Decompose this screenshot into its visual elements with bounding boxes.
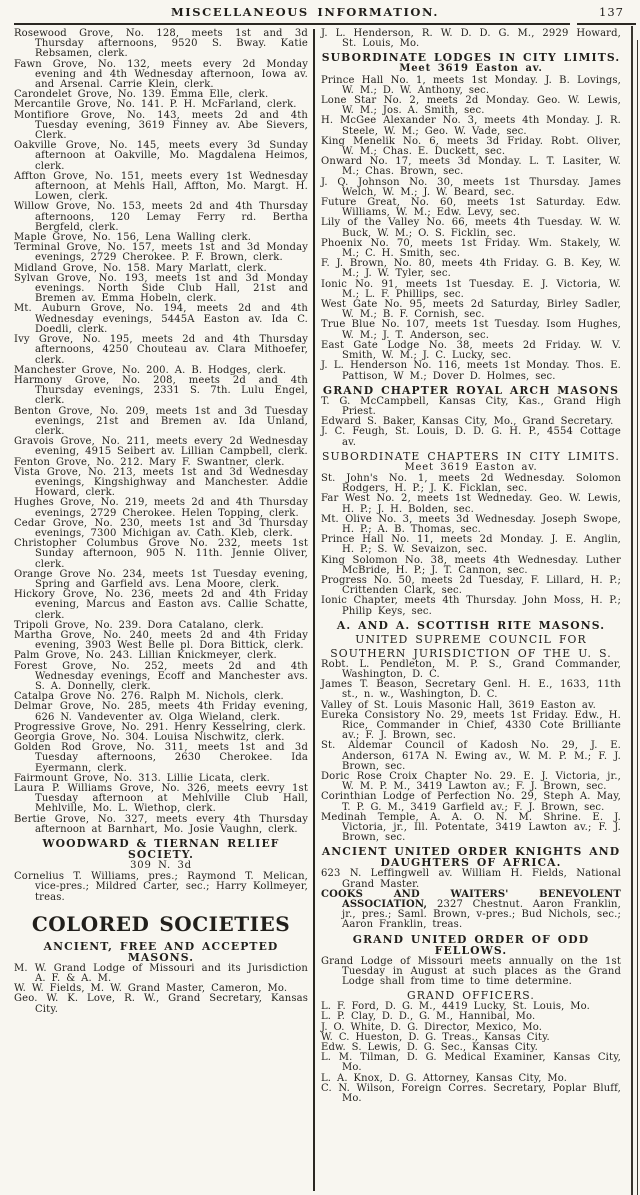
directory-entry: Fawn Grove, No. 132, meets every 2d Monday evening and 4th Wednesday afternoon, Iowa av. and Arsenal. Carrie Klein, clerk.	[14, 58, 308, 91]
section-heading: ANCIENT UNITED ORDER KNIGHTS AND DAUGHTERS OF AFRICA.	[321, 845, 621, 870]
directory-entry: Mt. Olive No. 3, meets 3d Wednesday. Joseph Swope, H. P.; A. B. Thomas, sec.	[321, 513, 621, 535]
directory-entry: Laura P. Williams Grove, No. 326, meets eevry 1st Tuesday afternoon at Mehlville Club Hall, Mehlville, Mo. L. Wiethop, clerk.	[14, 783, 308, 815]
directory-entry: James T. Beason, Secretary Genl. H. E., 1633, 11th st., n. w., Washington, D. C.	[321, 679, 621, 701]
directory-entry: Far West No. 2, meets 1st Wedneday. Geo. W. Lewis, H. P.; J. H. Bolden, sec.	[321, 493, 621, 515]
directory-entry: Oakville Grove, No. 145, meets every 3d Sunday afternoon at Oakville, Mo. Magdalena Heimos, clerk.	[14, 140, 308, 172]
directory-entry: M. W. Grand Lodge of Missouri and its Jurisdiction A. F. & A. M.	[14, 962, 308, 985]
directory-entry: St. Aldemar Council of Kadosh No. 29, J. E. Anderson, 617A N. Ewing av., W. M. P. M.; F. J. Brown, sec.	[321, 740, 621, 772]
centered-line: Meet 3619 Easton av.	[404, 461, 538, 473]
directory-entry: Vista Grove, No. 213, meets 1st and 3d Wednesday evenings, Kingshighway and Manchester. Addie Howard, clerk.	[14, 466, 308, 499]
directory-entry: West Gate No. 95, meets 2d Saturday, Birley Sadler, W. M.; B. F. Cornish, sec.	[321, 299, 621, 321]
directory-entry: Affton Grove, No. 151, meets every 1st Wednesday afternoon, at Mehls Hall, Affton, Mo. Margt. H. Lowen, clerk.	[14, 170, 308, 203]
directory-entry: Future Great, No. 60, meets 1st Saturday. Edw. Williams, W. M.; Edw. Levy, sec.	[321, 197, 621, 219]
directory-entry: Medinah Temple, A. A. O. N. M. Shrine. E. J. Victoria, jr., Ill. Potentate, 3419 Lawton av.; F. J. Brown, sec.	[321, 811, 621, 844]
directory-entry: Ionic No. 91, meets 1st Tuesday. E. J. Victoria, W. M.; L. F. Phillips, sec.	[321, 278, 621, 300]
directory-entry: Christopher Columbus Grove No. 232, meets 1st Sunday afternoon, 905 N. 11th. Jennie Oliver, clerk.	[14, 538, 308, 570]
directory-entry: Fairmount Grove, No. 313. Lillie Licata, clerk.	[14, 772, 270, 784]
directory-entry: Eureka Consistory No. 29, meets 1st Friday. Edw., H. Rice, Commander in Chief, 4330 Cote Brilliante av.; F. J. Brown, sec.	[321, 709, 621, 742]
directory-entry: L. F. Ford, D. G. M., 4419 Lucky, St. Louis, Mo.	[321, 1001, 590, 1013]
directory-entry: 623 N. Leffingwell av. William H. Fields, National Grand Master.	[321, 868, 621, 890]
directory-entry: Onward No. 17, meets 3d Monday. L. T. Lasiter, W. M.; Chas. Brown, sec.	[321, 156, 621, 178]
directory-entry: King Menelik No. 6, meets 3d Friday. Robt. Oliver, W. M.; Chas. E. Duckett, sec.	[321, 135, 621, 158]
directory-entry: True Blue No. 107, meets 1st Tuesday. Isom Hughes, W. M.; J. T. Anderson, sec.	[321, 319, 621, 341]
directory-entry: F. J. Brown, No. 80, meets 4th Friday. G. B. Key, W. M.; J. W. Tyler, sec.	[321, 258, 621, 280]
directory-entry: Hughes Grove, No. 219, meets 2d and 4th Thursday evenings, 2729 Cherokee. Helen Topping, clerk.	[14, 497, 308, 519]
page-number: 137	[599, 5, 624, 19]
directory-entry: St. John's No. 1, meets 2d Wednesday. Solomon Rodgers, H. P.; J. K. Ficklan, sec.	[321, 472, 621, 495]
directory-entry: C. N. Wilson, Foreign Corres. Secretary, Poplar Bluff, Mo.	[321, 1082, 621, 1105]
directory-entry: Tripoli Grove, No. 239. Dora Catalano, clerk.	[14, 619, 264, 631]
directory-entry: Progressive Grove, No. 291. Henry Kesselring, clerk.	[14, 721, 306, 733]
right-column	[315, 29, 621, 1191]
centered-caps-line: UNITED SUPREME COUNCIL FOR	[355, 632, 587, 646]
directory-entry: J. O. White, D. G. Director, Mexico, Mo.	[321, 1021, 543, 1033]
directory-entry: Rosewood Grove, No. 128, meets 1st and 3d Thursday afternoons, 9520 S. Bway. Katie Rebsamen, clerk.	[14, 28, 308, 60]
directory-entry: Manchester Grove, No. 200. A. B. Hodges, clerk.	[14, 364, 287, 376]
directory-entry: Edward S. Baker, Kansas City, Mo., Grand Secretary.	[321, 416, 614, 428]
centered-caps-line: GRAND OFFICERS.	[407, 989, 535, 1003]
directory-entry: Harmony Grove, No. 208, meets 2d and 4th Thursday evenings, 2331 S. 7th. Lulu Engel, clerk.	[14, 374, 308, 407]
directory-entry: H. McGee Alexander No. 3, meets 4th Monday. J. R. Steele, W. M.; Geo. W. Vade, sec.	[321, 115, 621, 137]
directory-entry: Cedar Grove, No. 230, meets 1st and 3d Thursday evenings, 7300 Michigan av. Cath. Kleb, clerk.	[14, 517, 308, 539]
directory-entry: J. Q. Johnson No. 30, meets 1st Thursday. James Welch, W. M.; J. W. Beard, sec.	[321, 176, 621, 198]
directory-entry: Prince Hall No. 11, meets 2d Monday. J. E. Anglin, H. P.; S. W. Sevaizon, sec.	[321, 534, 621, 556]
directory-entry: King Solomon No. 38, meets 4th Wednesday. Luther McBride, H. P.; J. T. Cannon, sec.	[321, 554, 621, 576]
entry-bold-lead: COOKS AND WAITERS' BENEVOLENT ASSOCIATION,	[321, 888, 621, 911]
section-heading: SUBORDINATE LODGES IN CITY LIMITS.	[321, 51, 621, 65]
directory-entry: East Gate Lodge No. 38, meets 2d Friday. W. V. Smith, W. M.; J. C. Lucky, sec.	[321, 339, 621, 362]
directory-entry: Forest Grove, No. 252, meets 2d and 4th Wednesday evenings, Ecoff and Manchester avs. S. A. Donnelly, clerk.	[14, 660, 308, 692]
directory-entry: Delmar Grove, No. 285, meets 4th Friday evening, 626 N. Vandeventer av. Olga Wieland, clerk.	[14, 701, 308, 723]
page-title: MISCELLANEOUS INFORMATION.	[170, 5, 440, 19]
two-column-body	[14, 29, 632, 1191]
directory-entry: Golden Rod Grove, No. 311, meets 1st and 3d Tuesday afternoons, 2630 Cherokee. Ida Eyermann, clerk.	[14, 742, 308, 774]
directory-entry: Mt. Auburn Grove, No. 194, meets 2d and 4th Wednesday evenings, 5445A Easton av. Ida C. Doedli, clerk.	[14, 303, 308, 335]
directory-entry: Geo. W. K. Love, R. W., Grand Secretary, Kansas City.	[14, 993, 308, 1015]
directory-entry: Benton Grove, No. 209, meets 1st and 3d Tuesday evenings, 21st and Bremen av. Ida Unland, clerk.	[14, 405, 308, 437]
directory-entry: W. C. Hueston, D. G. Treas., Kansas City.	[321, 1031, 550, 1043]
directory-entry: Valley of St. Louis Masonic Hall, 3619 Easton av.	[321, 699, 596, 711]
directory-entry: W. W. Fields, M. W. Grand Master, Cameron, Mo.	[14, 983, 288, 995]
centered-bold-line: Meet 3619 Easton av.	[399, 63, 543, 75]
directory-entry: J. L. Henderson, R. W. D. D. G. M., 2929 Howard, St. Louis, Mo.	[321, 28, 621, 50]
directory-entry: Hickory Grove, No. 236, meets 2d and 4th Friday evening, Marcus and Easton avs. Callie Schatte, clerk.	[14, 589, 308, 621]
directory-entry: Robt. L. Pendleton, M. P. S., Grand Commander, Washington, D. C.	[321, 658, 621, 680]
directory-entry: L. M. Tilman, D. G. Medical Examiner, Kansas City, Mo.	[321, 1052, 621, 1074]
section-heading: GRAND UNITED ORDER OF ODD FELLOWS.	[352, 932, 590, 957]
section-heading: A. AND A. SCOTTISH RITE MASONS.	[336, 618, 606, 632]
directory-entry: Midland Grove, No. 158. Mary Marlatt, clerk.	[14, 262, 267, 274]
directory-entry: Doric Rose Croix Chapter No. 29. E. J. Victoria, jr., W. M. P. M., 3419 Lawton av.; F. J. Brown, sec.	[321, 771, 621, 793]
directory-entry: T. G. McCampbell, Kansas City, Kas., Grand High Priest.	[321, 395, 621, 417]
directory-entry: Corinthian Lodge of Perfection No. 29, Steph A. May, T. P. G. M., 3419 Garfield av.; F. J. Brown, sec.	[321, 791, 621, 813]
centered-line: 309 N. 3d	[130, 860, 192, 872]
directory-entry: Bertie Grove, No. 327, meets every 4th Thursday afternoon at Barnhart, Mo. Josie Vaughn, clerk.	[14, 813, 308, 835]
directory-entry: Ivy Grove, No. 195, meets 2d and 4th Thursday afternoons, 4250 Chouteau av. Clara Mithoefer, clerk.	[14, 334, 308, 366]
directory-entry: Ionic Chapter, meets 4th Thursday. John Moss, H. P.; Philip Keys, sec.	[321, 595, 621, 617]
section-heading: WOODWARD & TIERNAN RELIEF SOCIETY.	[42, 837, 280, 862]
directory-entry: Maple Grove, No. 156, Lena Walling clerk.	[14, 232, 252, 244]
directory-entry: Gravois Grove, No. 211, meets every 2d Wednesday evening, 4915 Seibert av. Lillian Campbell, clerk.	[14, 436, 308, 458]
directory-entry: Prince Hall No. 1, meets 1st Monday. J. B. Lovings, W. M.; D. W. Anthony, sec.	[321, 74, 621, 96]
directory-entry: Lily of the Valley No. 66, meets 4th Tuesday. W. W. Buck, W. M.; O. S. Ficklin, sec.	[321, 217, 621, 239]
directory-entry: Grand Lodge of Missouri meets annually on the 1st Tuesday in August at such places as the Grand Lodge shall from time to time determine.	[321, 955, 621, 988]
directory-entry: Terminal Grove, No. 157, meets 1st and 3d Monday evenings, 2729 Cherokee. P. F. Brown, clerk.	[14, 242, 308, 264]
directory-entry: L. P. Clay, D. D., G. M., Hannibal, Mo.	[321, 1011, 536, 1023]
directory-entry: Palm Grove, No. 243. Lillian Knickmeyer, clerk.	[14, 650, 277, 662]
major-section-heading: COLORED SOCIETIES	[31, 911, 291, 936]
directory-entry: Edw. S. Lewis, D. G. Sec., Kansas City.	[321, 1042, 538, 1054]
directory-entry: Sylvan Grove, No. 193, meets 1st and 3d Monday evenings. North Side Club Hall, 21st and Bremen av. Emma Hobeln, clerk.	[14, 272, 308, 305]
directory-entry: Georgia Grove, No. 304. Louisa Nischwitz, clerk.	[14, 732, 285, 744]
directory-entry: Progress No. 50, meets 2d Tuesday, F. Lillard, H. P.; Crittenden Clark, sec.	[321, 574, 621, 597]
page-gutter-line	[637, 40, 638, 1195]
directory-entry: Montifiore Grove, No. 143, meets 2d and 4th Tuesday evening, 3619 Finney av. Abe Sievers, Clerk.	[14, 109, 308, 142]
directory-entry: Cornelius T. Williams, pres.; Raymond T. Melican, vice-pres.; Mildred Carter, sec.; Harry Kollmeyer, treas.	[14, 871, 308, 903]
directory-entry: L. A. Knox, D. G. Attorney, Kansas City, Mo.	[321, 1072, 568, 1084]
directory-entry: Martha Grove, No. 240, meets 2d and 4th Friday evening, 3903 West Belle pl. Dora Bittick, clerk.	[14, 629, 308, 652]
section-heading: GRAND CHAPTER ROYAL ARCH MASONS	[322, 383, 620, 397]
directory-entry: Carondelet Grove, No. 139. Emma Elle, clerk.	[14, 89, 269, 101]
directory-entry: J. L. Henderson No. 116, meets 1st Monday. Thos. E. Pattison, W M.; Dover D. Holmes, sec.	[321, 360, 621, 382]
left-column	[14, 29, 313, 1191]
directory-entry: Lone Star No. 2, meets 2d Monday. Geo. W. Lewis, W. M.; Jos. A. Smith, sec.	[321, 95, 621, 117]
directory-entry: J. C. Feugh, St. Louis, D. D. G. H. P., 4554 Cottage av.	[321, 426, 621, 448]
directory-entry: Mercantile Grove, No. 141. P. H. McFarland, clerk.	[14, 99, 297, 111]
centered-caps-line: SUBORDINATE CHAPTERS IN CITY LIMITS.	[322, 449, 620, 463]
header-rule-right	[577, 23, 636, 25]
section-heading: ANCIENT, FREE AND ACCEPTED MASONS.	[43, 939, 279, 964]
directory-entry: Orange Grove No. 234, meets 1st Tuesday evening, Spring and Garfield avs. Lena Moore, clerk.	[14, 568, 308, 590]
directory-entry: Phoenix No. 70, meets 1st Friday. Wm. Stakely, W. M.; C. H. Smith, sec.	[321, 237, 621, 260]
centered-caps-line: SOUTHERN JURISDICTION OF THE U. S.	[330, 646, 612, 660]
directory-entry: COOKS AND WAITERS' BENEVOLENT ASSOCIATION, 2327 Chestnut. Aaron Franklin, jr., pres.; Saml. Brown, v-pres.; Bud Nichols, sec.; Aaron Franklin, treas.	[321, 888, 621, 931]
directory-entry: Fenton Grove, No. 212. Mary F. Swantner, clerk.	[14, 456, 285, 468]
directory-entry: Catalpa Grove No. 276. Ralph M. Nichols, clerk.	[14, 691, 284, 703]
directory-entry: Willow Grove, No. 153, meets 2d and 4th Thursday afternoons, 120 Lemay Ferry rd. Bertha Bergfeld, clerk.	[14, 201, 308, 233]
header-rule-left	[14, 23, 570, 25]
page-gutter-line	[631, 26, 633, 1195]
